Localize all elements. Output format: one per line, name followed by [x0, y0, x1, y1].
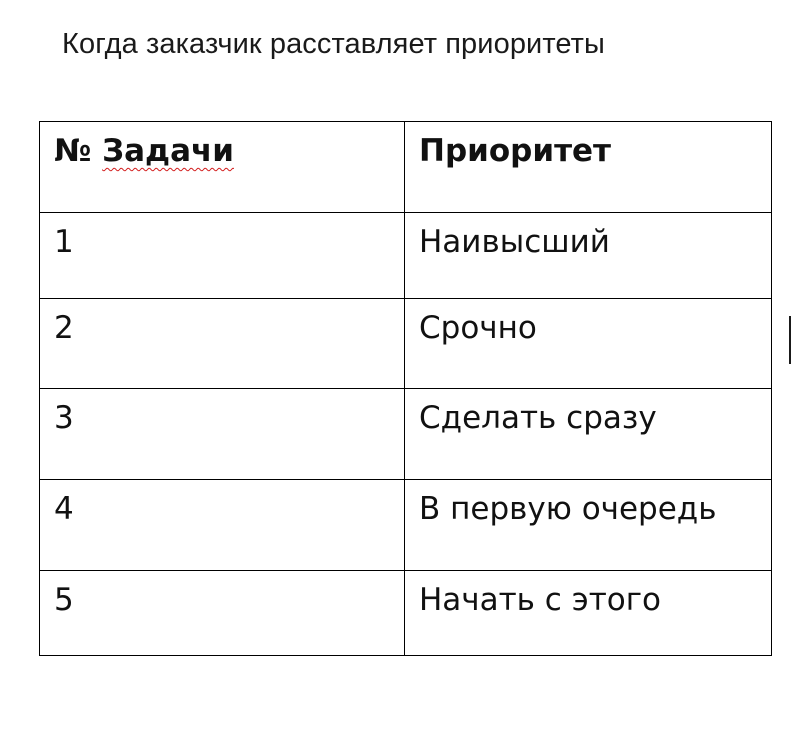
task-number-cell[interactable]: 4 — [40, 480, 405, 571]
table-row — [40, 480, 772, 571]
table-header-row — [40, 122, 772, 213]
priority-cell[interactable]: Сделать сразу — [405, 389, 772, 480]
header-task-number[interactable] — [40, 122, 405, 213]
priority-cell[interactable]: Начать с этого — [405, 571, 772, 656]
priority-cell[interactable]: Наивысший — [405, 213, 772, 299]
table-row — [40, 389, 772, 480]
task-number-cell[interactable]: 3 — [40, 389, 405, 480]
task-number-cell[interactable]: 2 — [40, 299, 405, 389]
header-number-sign: № — [54, 133, 92, 169]
text-cursor — [789, 316, 791, 364]
table-row — [40, 299, 772, 389]
page-title: Когда заказчик расставляет приоритеты — [62, 28, 605, 60]
header-priority[interactable]: Приоритет — [405, 122, 772, 213]
table-row — [40, 213, 772, 299]
task-number-cell[interactable]: 5 — [40, 571, 405, 656]
priority-cell[interactable]: Срочно — [405, 299, 772, 389]
table-row — [40, 571, 772, 656]
task-number-cell[interactable]: 1 — [40, 213, 405, 299]
priority-table — [39, 121, 772, 656]
header-task-word-misspelled: Задачи — [102, 133, 234, 169]
priority-cell[interactable]: В первую очередь — [405, 480, 772, 571]
